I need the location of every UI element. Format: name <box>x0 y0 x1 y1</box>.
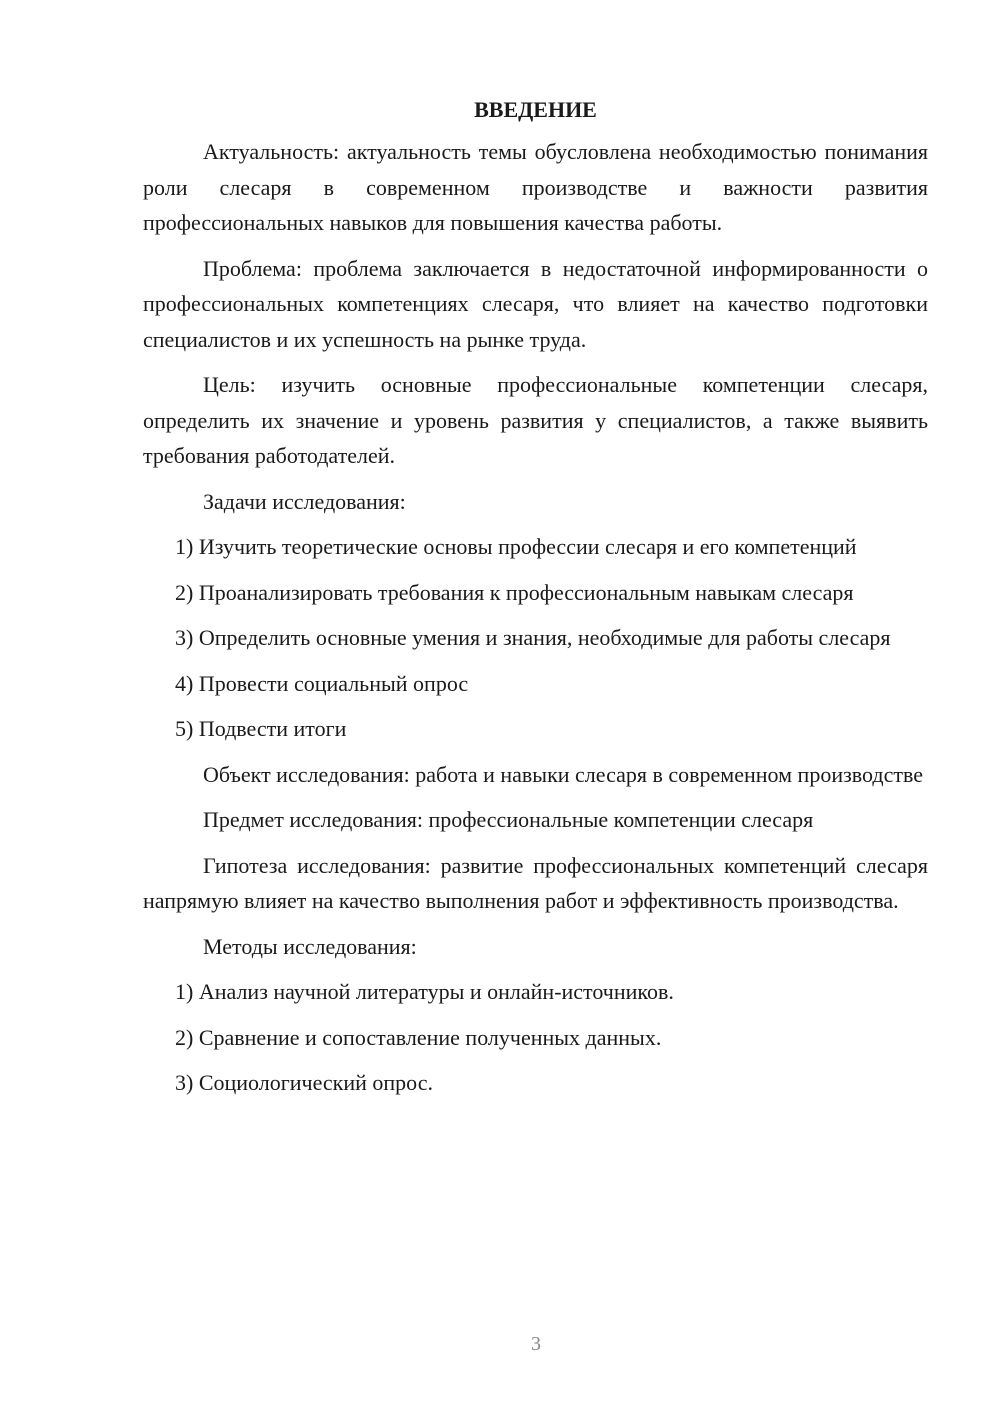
task-item: 1) Изучить теоретические основы профессии слесаря и его компетенций <box>175 534 857 559</box>
task-item: 5) Подвести итоги <box>175 716 347 741</box>
object-paragraph: Объект исследования: работа и навыки слесаря в современном производстве <box>203 761 923 787</box>
method-item: 2) Сравнение и сопоставление полученных данных. <box>175 1024 662 1050</box>
method-item: 3) Социологический опрос. <box>175 1070 433 1095</box>
document-title: ВВЕДЕНИЕ <box>474 97 597 122</box>
goal-paragraph: Цель: изучить основные профессиональные компетенции слесаря, определить их значение и уровень развития у специалистов, а также выявить требования работодателей. <box>143 372 928 468</box>
subject-paragraph: Предмет исследования: профессиональные компетенции слесаря <box>203 807 814 832</box>
hypothesis-paragraph: Гипотеза исследования: развитие профессиональных компетенций слесаря напрямую влияет на качество выполнения работ и эффективность производства. <box>143 852 928 913</box>
tasks-heading: Задачи исследования: <box>203 488 406 514</box>
methods-heading: Методы исследования: <box>203 933 417 959</box>
task-item: 2) Проанализировать требования к профессиональным навыкам слесаря <box>175 579 854 605</box>
task-item: 4) Провести социальный опрос <box>175 670 469 696</box>
relevance-paragraph: Актуальность: актуальность темы обусловлена необходимостью понимания роли слесаря в современном производстве и важности развития профессиональных навыков для повышения качества работы. <box>143 139 928 235</box>
task-item: 3) Определить основные умения и знания, необходимые для работы слесаря <box>175 625 891 650</box>
method-item: 1) Анализ научной литературы и онлайн-источников. <box>175 979 674 1004</box>
page-number: 3 <box>531 1333 541 1355</box>
document-page <box>143 92 928 1111</box>
problem-paragraph: Проблема: проблема заключается в недостаточной информированности о профессиональных компетенциях слесаря, что влияет на качество подготовки специалистов и их успешность на рынке труда. <box>143 255 928 352</box>
